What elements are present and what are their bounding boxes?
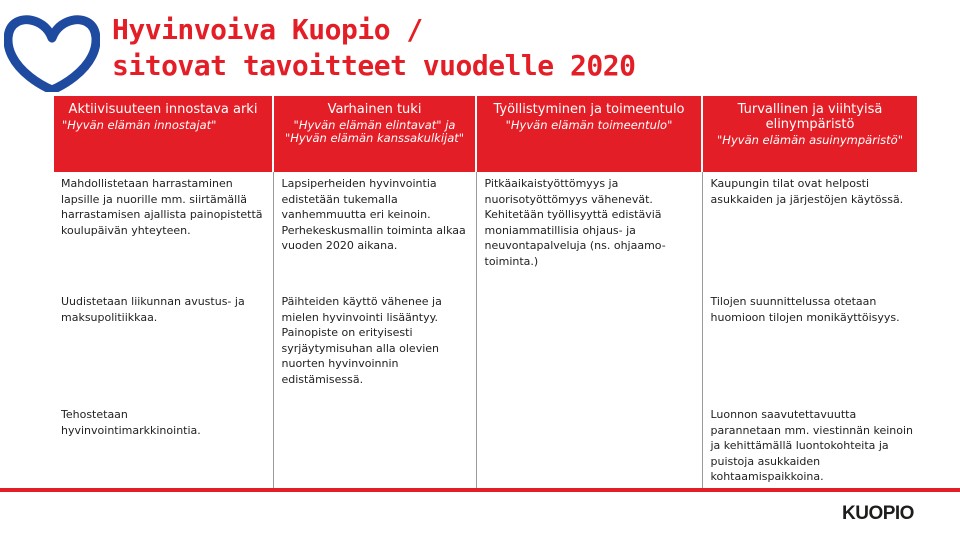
table-row — [53, 172, 918, 292]
column-header-employment — [476, 96, 702, 172]
column-subtitle: "Hyvän elämän asuinympäristö" — [717, 133, 903, 147]
column-header-environment — [702, 96, 918, 172]
kuopio-logo: KUOPIO — [842, 503, 914, 524]
footer-divider — [0, 488, 960, 492]
page-title — [112, 12, 635, 84]
table-cell — [476, 407, 702, 491]
table-cell: Lapsiperheiden hyvinvointia edistetään tukemalla vanhemmuutta eri keinoin. Perhekeskusmallin toiminta alkaa vuoden 2020 aikana. — [273, 172, 476, 292]
title-line-1: Hyvinvoiva Kuopio / — [112, 13, 423, 46]
column-title: Aktiivisuuteen innostava arki — [68, 102, 258, 117]
column-header-active-life — [53, 96, 273, 172]
column-subtitle: "Hyvän elämän elintavat" ja "Hyvän elämän kanssakulkijat" — [284, 118, 465, 145]
table-cell: Päihteiden käyttö vähenee ja mielen hyvinvointi lisääntyy. Painopiste on erityisesti syrjäytymisuhan alla olevien nuorten hyvinvoinnin edistämisessä. — [273, 292, 476, 407]
column-subtitle: "Hyvän elämän toimeentulo" — [505, 118, 673, 132]
table-cell: Uudistetaan liikunnan avustus- ja maksupolitiikkaa. — [61, 295, 245, 324]
table-row — [53, 292, 918, 407]
table-cell: Kaupungin tilat ovat helposti asukkaiden ja järjestöjen käytössä. — [702, 172, 918, 292]
column-title: Varhainen tuki — [327, 102, 422, 117]
column-subtitle: "Hyvän elämän innostajat" — [62, 118, 217, 132]
table-cell — [476, 292, 702, 407]
table-cell: Pitkäaikaistyöttömyys ja nuorisotyöttömyys vähenevät. Kehitetään työllisyyttä edistäviä moniammatillisia ohjaus- ja neuvontapalveluja (ns. ohjaamo-toiminta.) — [476, 172, 702, 292]
column-header-early-support — [273, 96, 476, 172]
table-row — [53, 407, 918, 491]
table-cell — [273, 407, 476, 491]
table-cell: Tehostetaan hyvinvointimarkkinointia. — [61, 408, 201, 437]
table-cell: Luonnon saavutettavuutta parannetaan mm. viestinnän keinoin ja kehittämällä luontokohteita ja puistoja asukkaiden kohtaamispaikkoina. — [702, 407, 918, 491]
table-cell: Tilojen suunnittelussa otetaan huomioon tilojen monikäyttöisyys. — [702, 292, 918, 407]
column-title: Työllistyminen ja toimeentulo — [493, 102, 685, 117]
table-cell: Mahdollistetaan harrastaminen lapsille ja nuorille mm. siirtämällä harrastamisen ajallista painopistettä koulupäivän yhteyteen. — [61, 177, 263, 237]
column-title: Turvallinen ja viihtyisä elinympäristö — [737, 102, 883, 132]
title-line-2: sitovat tavoitteet vuodelle 2020 — [112, 49, 636, 82]
goals-table — [52, 96, 919, 491]
heart-icon — [4, 14, 100, 92]
